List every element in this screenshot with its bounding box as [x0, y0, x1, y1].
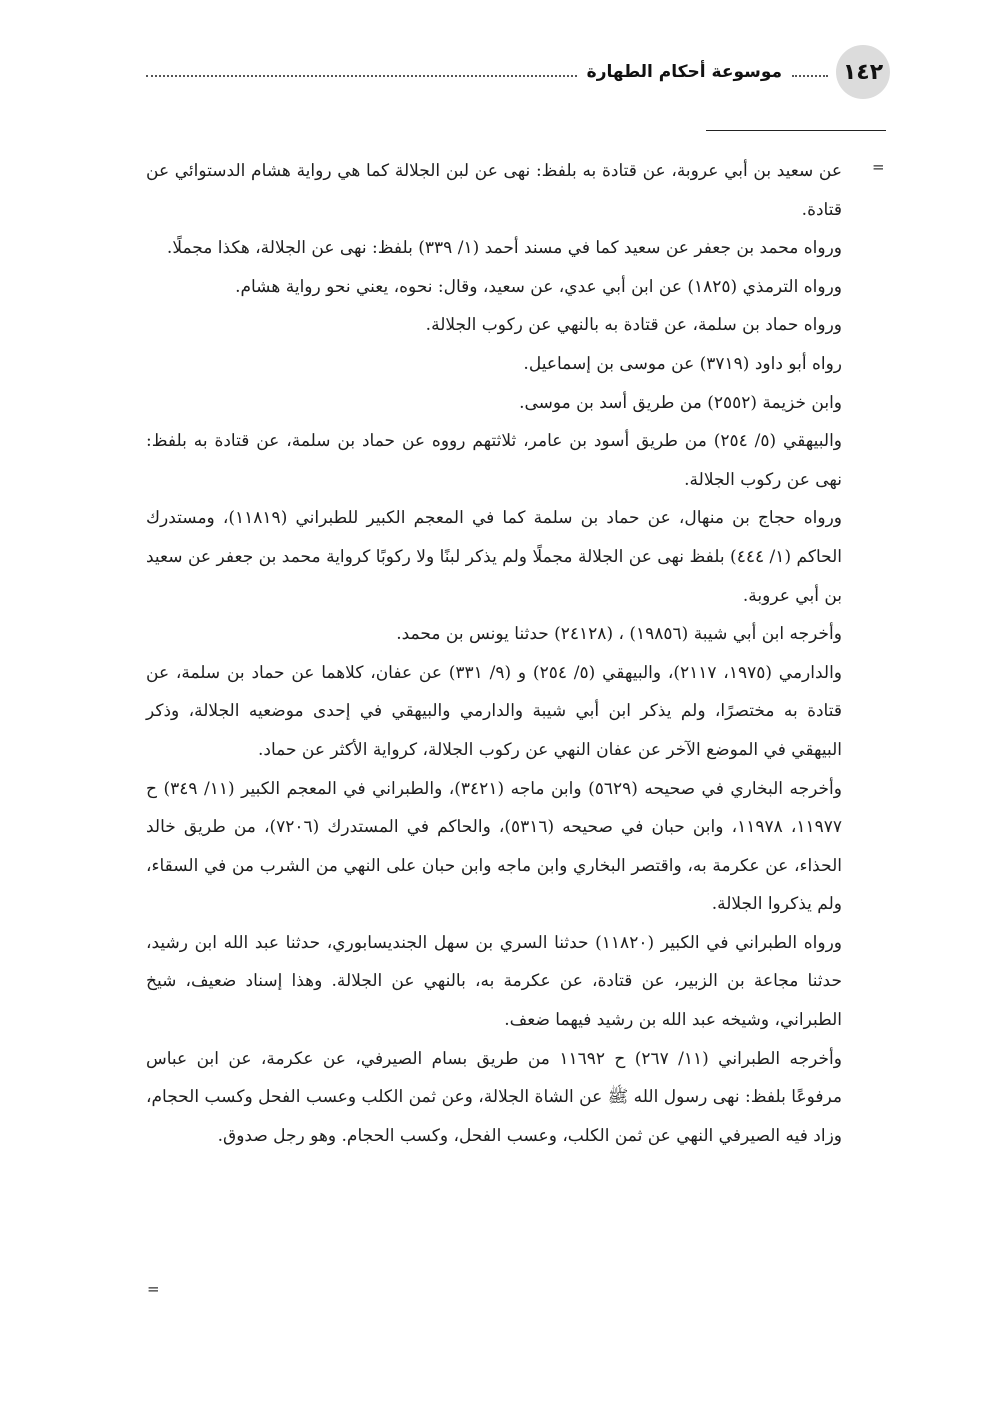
book-title: موسوعة أحكام الطهارة — [586, 62, 782, 82]
paragraph: وابن خزيمة (٢٥٥٢) من طريق أسد بن موسى. — [519, 392, 842, 413]
footnote-text — [146, 152, 842, 1155]
paragraph: وأخرجه البخاري في صحيحه (٥٦٢٩) وابن ماجه (٣٤٢١)، والطبراني في المعجم الكبير (١١/ ٣٤٩) ح ١١٩٧٧، ١١٩٧٨، وابن حبان في صحيحه (٥٣١٦)، والحاكم في المستدرك (٧٢٠٦)، من طريق خالد الحذاء، عن عكرمة به، واقتصر البخاري وابن ماجه وابن حبان على النهي من الشرب من في السقاء، ولم يذكروا الجلالة. — [146, 778, 842, 915]
paragraph: والبيهقي (٥/ ٢٥٤) من طريق أسود بن عامر، ثلاثتهم رووه عن حماد بن سلمة، عن قتادة به بلفظ: نهى عن ركوب الجلالة. — [146, 431, 843, 490]
page-number: ١٤٢ — [836, 45, 890, 99]
page-header — [146, 44, 890, 100]
paragraph: رواه أبو داود (٣٧١٩) عن موسى بن إسماعيل. — [523, 353, 842, 374]
paragraph: ورواه حجاج بن منهال، عن حماد بن سلمة كما في المعجم الكبير للطبراني (١١٨١٩)، ومستدرك الحاكم (١/ ٤٤٤) بلفظ نهى عن الجلالة مجملًا ولم يذكر لبنًا ولا ركوبًا كرواية محمد بن جعفر عن سعيد بن أبي عروبة. — [146, 508, 842, 606]
paragraph: ورواه محمد بن جعفر عن سعيد كما في مسند أحمد (١/ ٣٣٩) بلفظ: نهى عن الجلالة، هكذا مجملًا. — [166, 238, 842, 259]
header-dotted-leader-left — [146, 75, 577, 77]
footnote-separator-rule — [706, 130, 886, 131]
paragraph: والدارمي (١٩٧٥، ٢١١٧)، والبيهقي (٥/ ٢٥٤) و (٩/ ٣٣١) عن عفان، كلاهما عن حماد بن سلمة، عن قتادة به مختصرًا، ولم يذكر ابن أبي شيبة والدارمي والبيهقي في إحدى موضعيه الجلالة، وذكر البيهقي في الموضع الآخر عن عفان النهي عن ركوب الجلالة، كرواية الأكثر عن حماد. — [146, 662, 843, 760]
continuation-mark-bottom: = — [147, 1280, 160, 1298]
paragraph: ورواه الترمذي (١٨٢٥) عن ابن أبي عدي، عن سعيد، وقال: نحوه، يعني نحو رواية هشام. — [235, 276, 842, 297]
paragraph: وأخرجه ابن أبي شيبة (١٩٨٥٦) ، (٢٤١٢٨) حدثنا يونس بن محمد. — [396, 624, 842, 645]
paragraph: وأخرجه الطبراني (١١/ ٢٦٧) ح ١١٦٩٢ من طريق بسام الصيرفي، عن عكرمة، عن ابن عباس مرفوعًا بلفظ: نهى رسول الله ﷺ عن الشاة الجلالة، وعن ثمن الكلب وعسب الفحل وكسب الحجام، وزاد فيه الصيرفي النهي عن ثمن الكلب، وعسب الفحل، وكسب الحجام. وهو رجل صدوق. — [146, 1048, 842, 1146]
paragraph: ورواه حماد بن سلمة، عن قتادة به بالنهي عن ركوب الجلالة. — [425, 315, 842, 336]
paragraph: ورواه الطبراني في الكبير (١١٨٢٠) حدثنا السري بن سهل الجنديسابوري، حدثنا عبد الله ابن رشيد، حدثنا مجاعة بن الزبير، عن قتادة، عن عكرمة به، بالنهي عن الجلالة. وهذا إسناد ضعيف، شيخ الطبراني، وشيخه عبد الله بن رشيد فيهما ضعف. — [146, 932, 842, 1031]
header-dotted-leader-right — [792, 75, 828, 77]
continuation-mark-top: = — [872, 158, 885, 176]
paragraph: عن سعيد بن أبي عروبة، عن قتادة به بلفظ: نهى عن لبن الجلالة كما هي رواية هشام الدستوائي عن قتادة. — [146, 161, 842, 220]
